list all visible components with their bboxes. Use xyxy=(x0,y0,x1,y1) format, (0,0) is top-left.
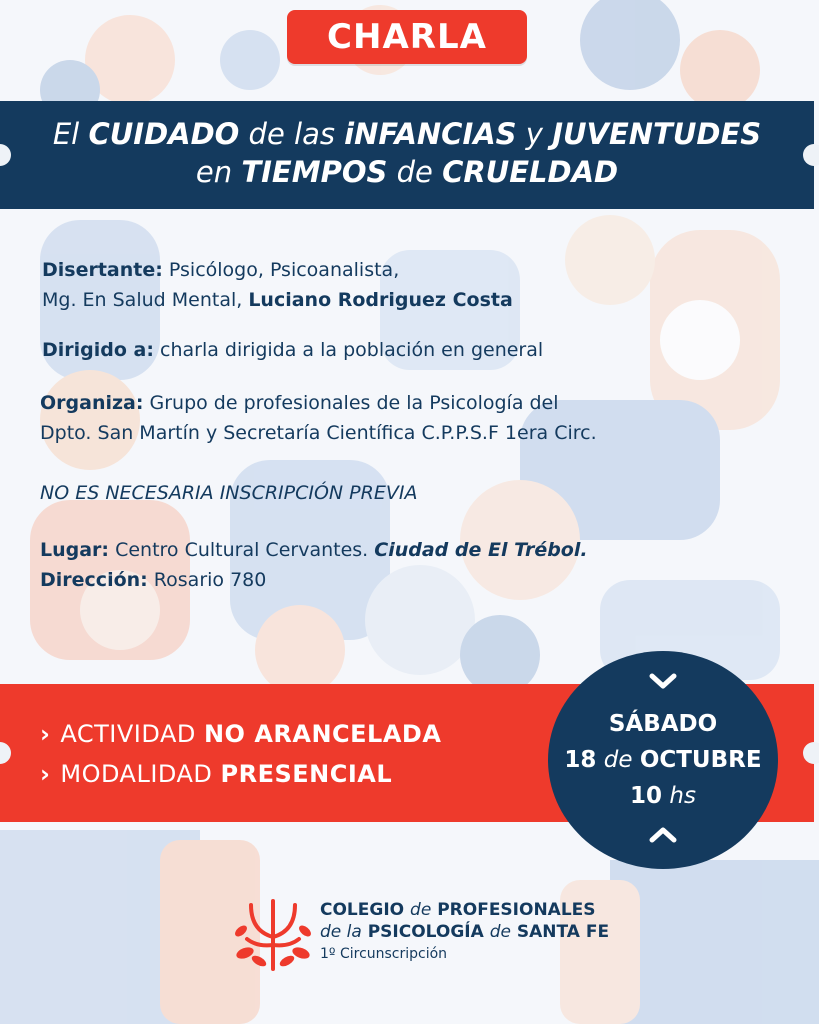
modality-line: › MODALIDAD PRESENCIAL xyxy=(40,760,393,788)
date-circle xyxy=(548,651,778,869)
chevron-right-icon: › xyxy=(40,760,51,788)
ticket-notch-left-red xyxy=(0,742,11,764)
chevron-right-icon: › xyxy=(40,720,51,748)
registration-note: NO ES NECESARIA INSCRIPCIÓN PREVIA xyxy=(40,482,418,504)
location-info: Lugar: Centro Cultural Cervantes. Ciudad de El Trébol. Dirección: Rosario 780 xyxy=(40,539,588,591)
cost-line: › ACTIVIDAD NO ARANCELADA xyxy=(40,720,442,748)
audience-info: Dirigido a: charla dirigida a la población en general xyxy=(42,339,544,361)
title-band xyxy=(0,101,814,209)
psi-tree-icon xyxy=(233,895,313,975)
title-line-1: El CUIDADO de las iNFANCIAS y JUVENTUDES xyxy=(52,117,762,151)
college-logo xyxy=(233,895,633,975)
logo-text: COLEGIO de PROFESIONALES de la PSICOLOGÍA de SANTA FE 1º Circunscripción xyxy=(320,900,610,962)
date-full: 18 de OCTUBRE xyxy=(564,747,762,773)
chevron-down-icon xyxy=(648,673,678,691)
ticket-notch-right xyxy=(803,144,819,166)
organizer-info: Organiza: Grupo de profesionales de la Psicología del Dpto. San Martín y Secretaría Científica C.P.P.S.F 1era Circ. xyxy=(40,392,597,444)
speaker-info: Disertante: Psicólogo, Psicoanalista, Mg. En Salud Mental, Luciano Rodriguez Costa xyxy=(42,259,513,311)
chevron-up-icon xyxy=(648,825,678,843)
date-day: SÁBADO xyxy=(608,711,718,737)
ticket-notch-right-red xyxy=(803,742,819,764)
date-time: 10 hs xyxy=(630,783,696,809)
tag-label: CHARLA xyxy=(327,17,487,57)
title-line-2: en TIEMPOS de CRUELDAD xyxy=(195,155,619,189)
charla-tag xyxy=(287,10,527,64)
